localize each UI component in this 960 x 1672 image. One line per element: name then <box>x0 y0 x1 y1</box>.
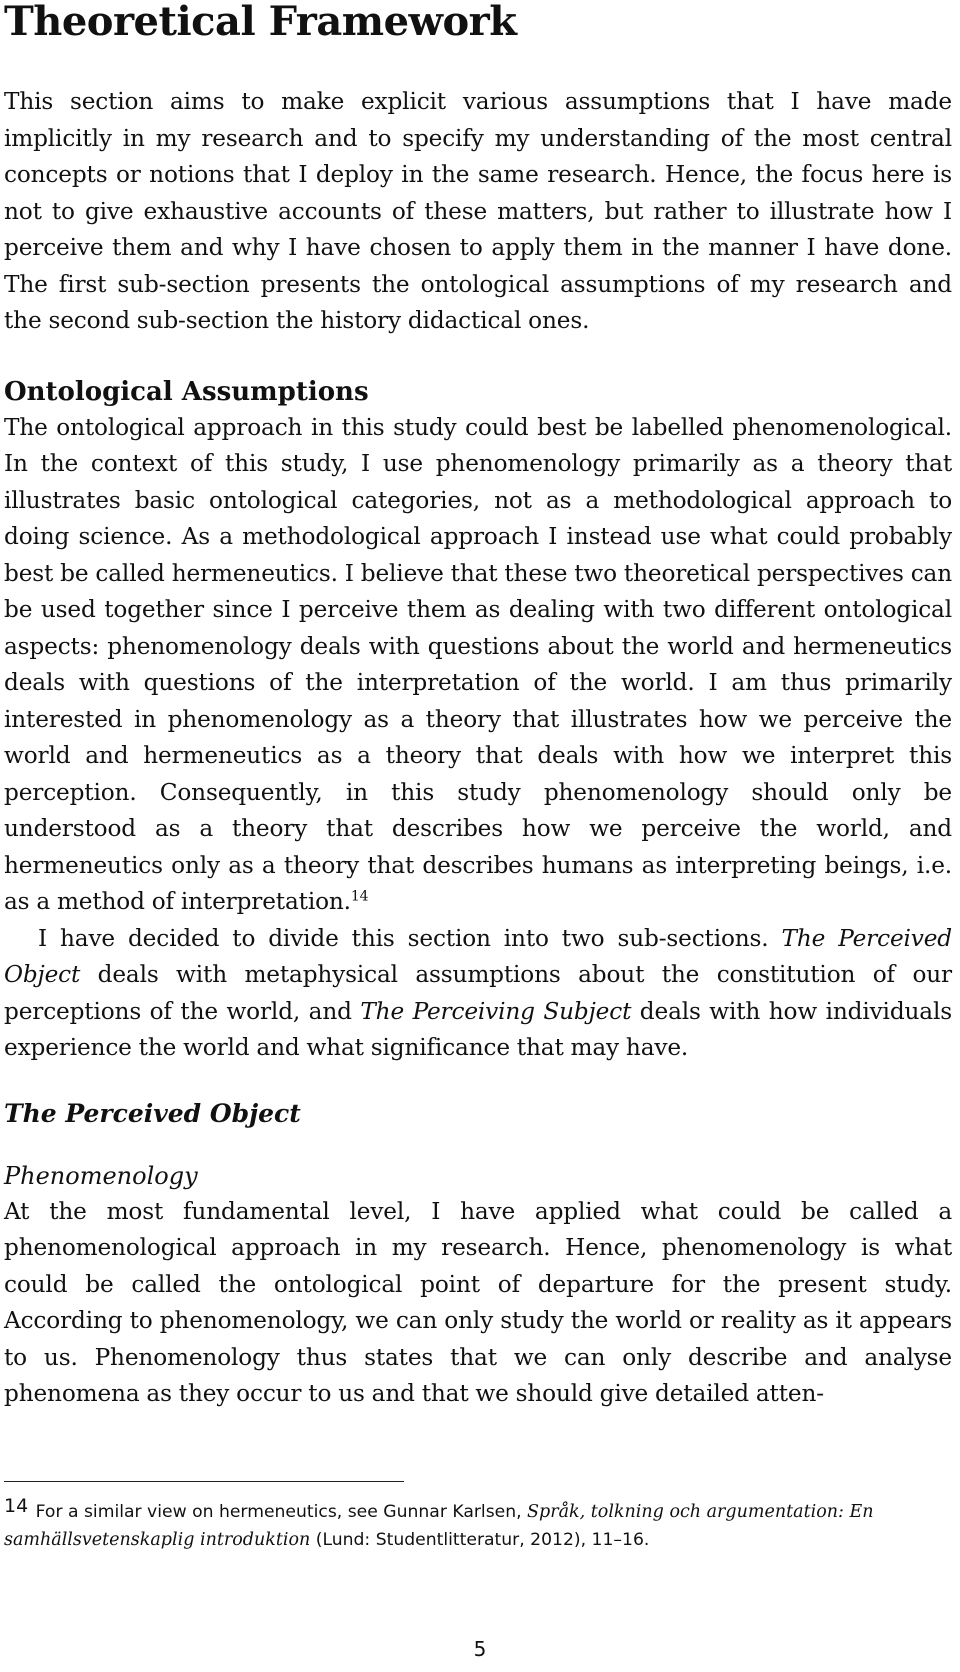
ontological-paragraph-2 <box>4 921 952 1067</box>
para2-italic-perceiving-subject: The Perceiving Subject <box>360 997 632 1025</box>
footnote-book-title: Språk, tolkning och argumentation: En samhällsvetenskaplig introduktion <box>4 1502 874 1550</box>
para2-text-2: deals with metaphysical assumptions about the constitution of our perceptions of the world, and <box>4 961 952 1025</box>
para2-italic-perceived-object: The Perceived Object <box>4 924 952 988</box>
para2-text-3: deals with how individuals experience the world and what significance that may have. <box>4 997 952 1061</box>
page-number: 5 <box>473 1637 487 1661</box>
main-content <box>4 0 952 1413</box>
para2-text-1: I have decided to divide this section into two sub-sections. <box>38 924 782 952</box>
intro-paragraph: This section aims to make explicit various assumptions that I have made implicitly in my research and to specify my understanding of the most central concepts or notions that I deploy in the same research. Hence, the focus here is not to give exhaustive accounts of these matters, but rather to illustrate how I perceive them and why I have chosen to apply them in the manner I have done. The first sub-section presents the ontological assumptions of my research and the second sub-section the history didactical ones. <box>4 88 952 334</box>
footnote-divider <box>4 1481 404 1482</box>
ontological-paragraph-1-text: The ontological approach in this study could best be labelled phenomenological. In the context of this study, I use phenomenology primarily as a theory that illustrates basic ontological categories, not as a methodological approach to doing science. As a methodological approach I instead use what could probably best be called hermeneutics. I believe that these two theoretical perspectives can be used together since I perceive them as dealing with two different ontological aspects: phenomenology deals with questions about the world and hermeneutics deals with questions of the interpretation of the world. I am thus primarily interested in phenomenology as a theory that illustrates how we perceive the world and hermeneutics as a theory that deals with how we interpret this perception. Consequently, in this study phenomenology should only be understood as a theory that describes how we perceive the world, and hermeneutics only as a theory that describes humans as interpreting beings, i.e. as a method of interpretation. <box>4 413 952 915</box>
footnote-text-2: (Lund: Studentlitteratur, 2012), 11–16. <box>310 1530 650 1550</box>
phenomenology-paragraph: At the most fundamental level, I have applied what could be called a phenomenological approach in my research. Hence, phenomenology is what could be called the ontological point of departure for the present study. According to phenomenology, we can only study the world or reality as it appears to us. Phenomenology thus states that we can only describe and analyse phenomena as they occur to us and that we should give detailed atten- <box>4 1197 952 1407</box>
ontological-paragraph-1 <box>4 410 952 921</box>
footnote-number: 14 <box>4 1495 29 1517</box>
footnote-text-1: For a similar view on hermeneutics, see Gunnar Karlsen, <box>35 1502 528 1522</box>
subsection-heading-perceived-object: The Perceived Object <box>4 1098 301 1128</box>
footnote <box>4 1495 952 1554</box>
subsubsection-heading-phenomenology: Phenomenology <box>4 1161 198 1190</box>
footnote-reference[interactable]: 14 <box>350 888 369 905</box>
section-heading-ontological: Ontological Assumptions <box>4 376 369 407</box>
page-title: Theoretical Framework <box>4 0 517 45</box>
